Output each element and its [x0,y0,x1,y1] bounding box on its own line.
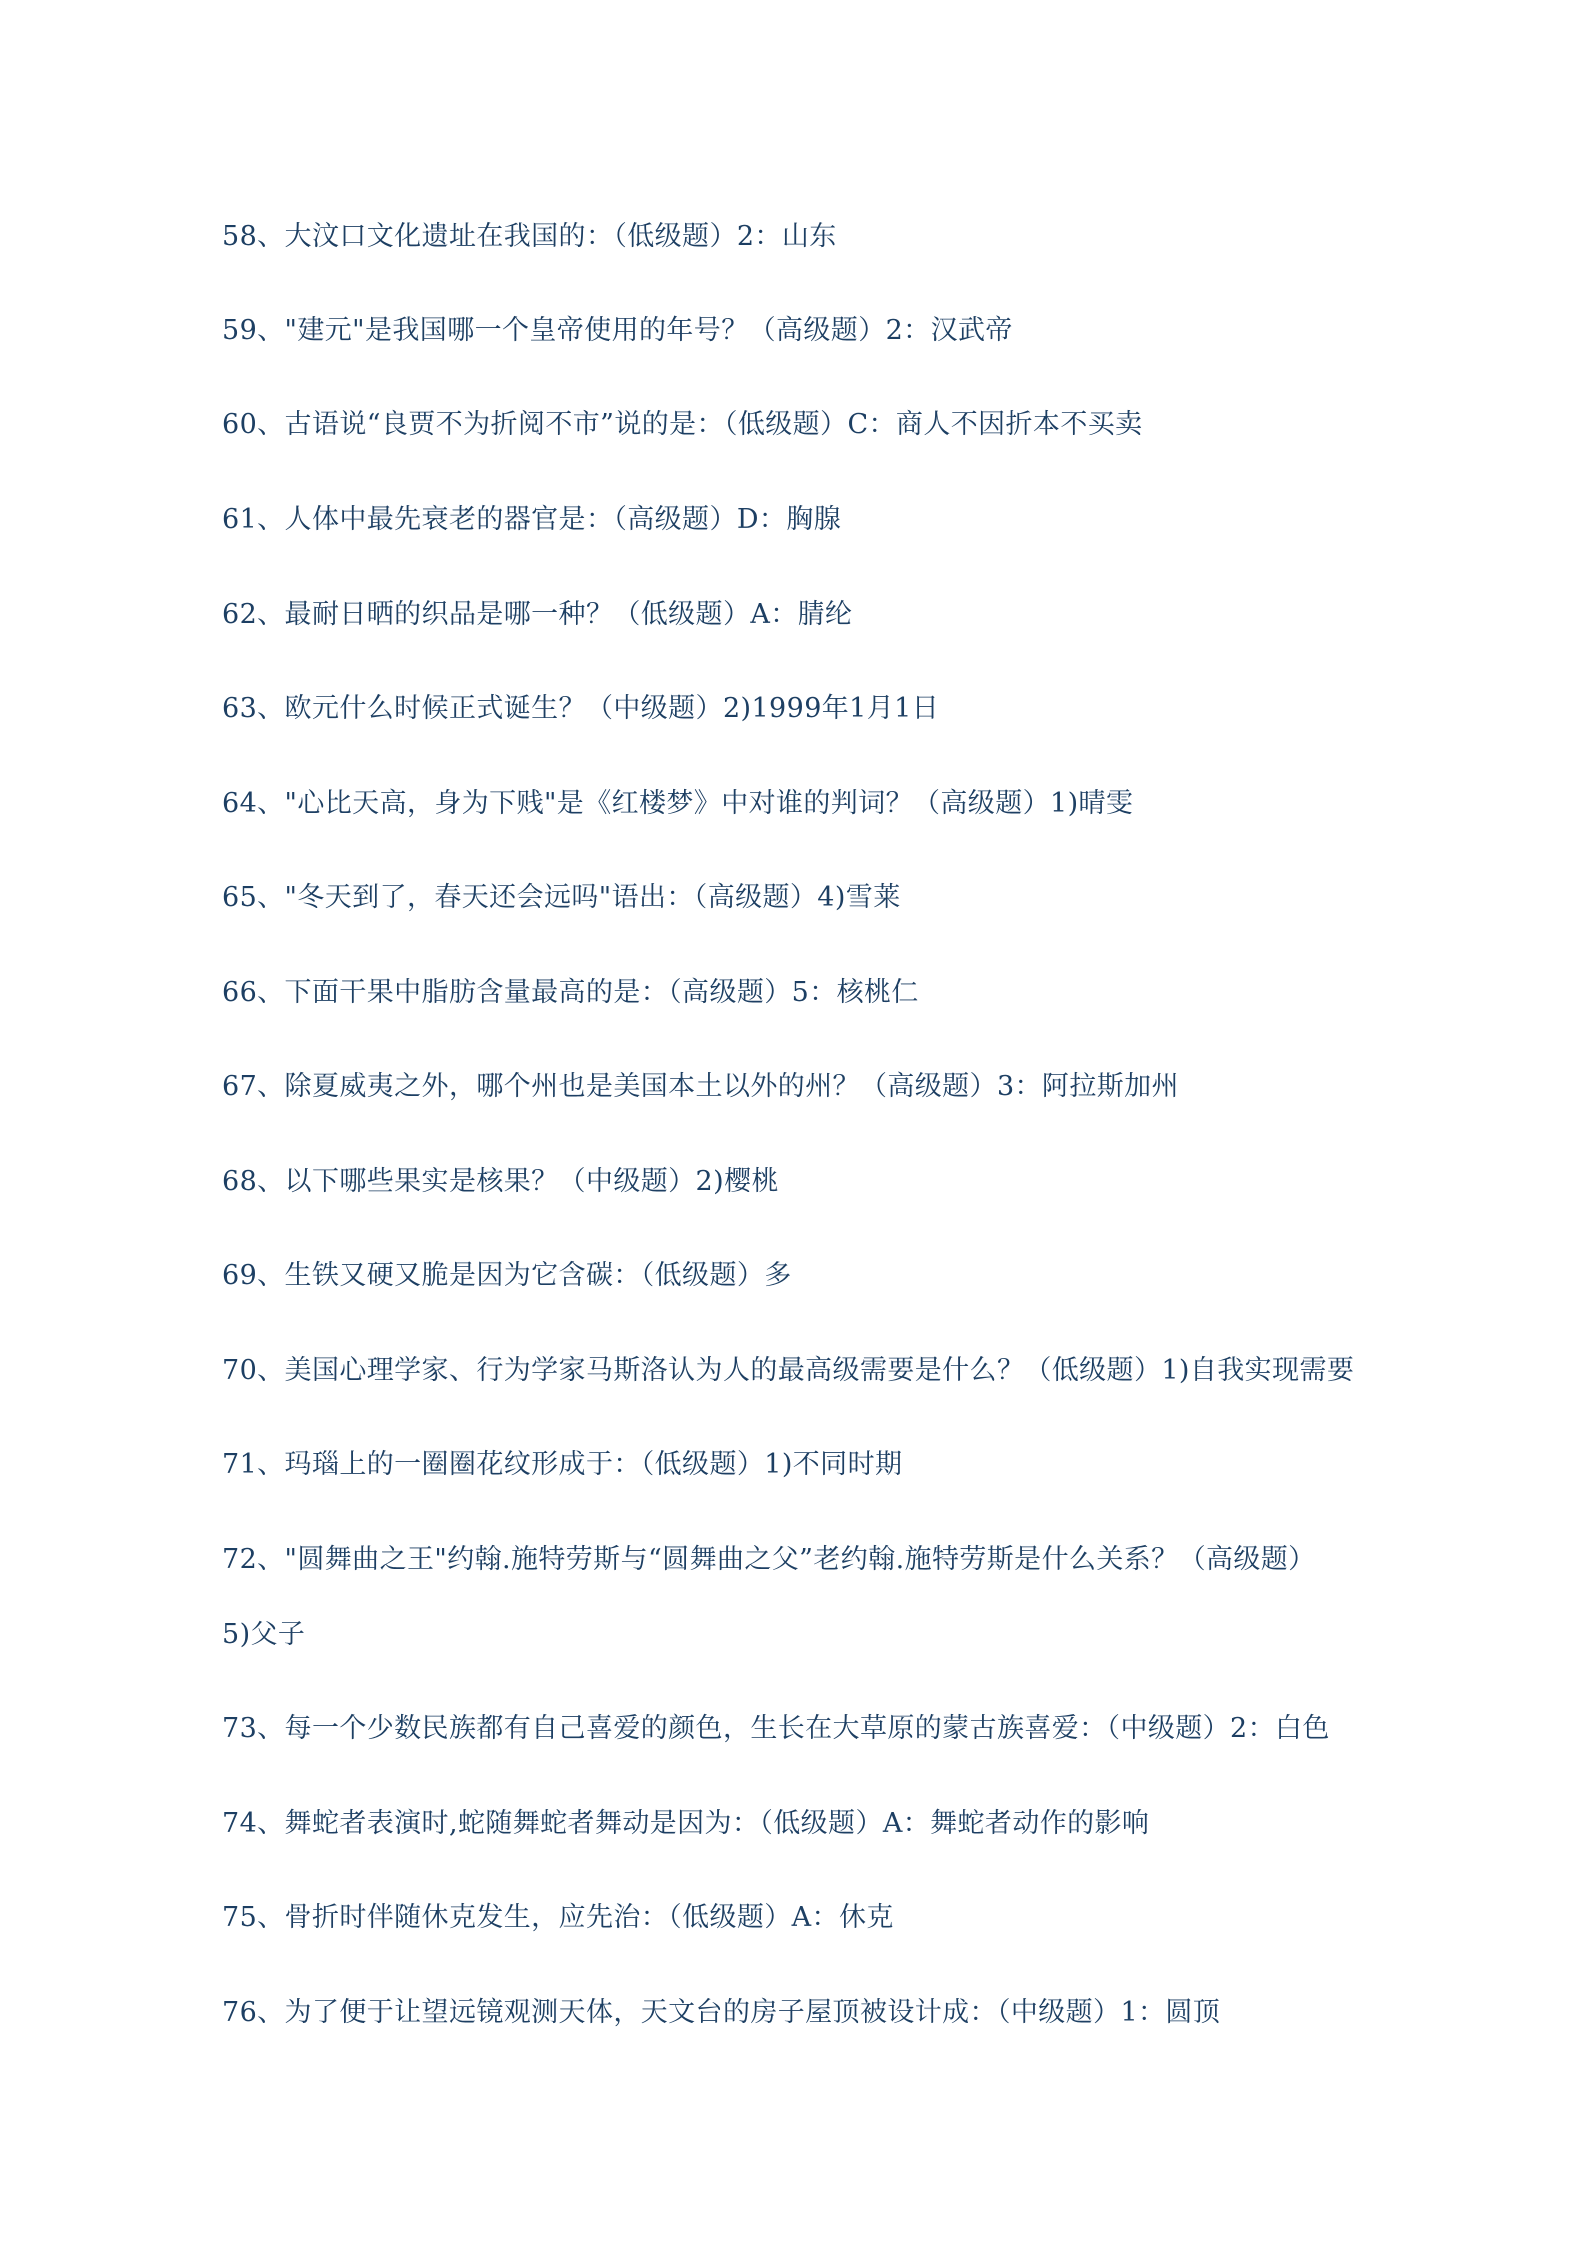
question-64: 64、"心比天高，身为下贱"是《红楼梦》中对谁的判词？（高级题）1)晴雯 [222,788,1134,819]
question-72: 72、"圆舞曲之王"约翰.施特劳斯与“圆舞曲之父”老约翰.施特劳斯是什么关系？（高级题） [222,1544,1316,1575]
question-62: 62、最耐日晒的织品是哪一种？（低级题）A：腈纶 [222,599,853,630]
question-70: 70、美国心理学家、行为学家马斯洛认为人的最高级需要是什么？（低级题）1)自我实现需要 [222,1355,1355,1386]
question-65: 65、"冬天到了，春天还会远吗"语出：（高级题）4)雪莱 [222,882,901,913]
question-60: 60、古语说“良贾不为折阅不市”说的是：（低级题）C：商人不因折本不买卖 [222,409,1143,440]
question-66: 66、下面干果中脂肪含量最高的是：（高级题）5：核桃仁 [222,977,919,1008]
question-61: 61、人体中最先衰老的器官是：（高级题）D：胸腺 [222,504,842,535]
question-69: 69、生铁又硬又脆是因为它含碳：（低级题）多 [222,1260,792,1291]
question-73: 73、每一个少数民族都有自己喜爱的颜色，生长在大草原的蒙古族喜爱：（中级题）2：白色 [222,1713,1330,1744]
question-75: 75、骨折时伴随休克发生，应先治：（低级题）A：休克 [222,1902,894,1933]
question-59: 59、"建元"是我国哪一个皇帝使用的年号？（高级题）2：汉武帝 [222,315,1013,346]
question-74: 74、舞蛇者表演时,蛇随舞蛇者舞动是因为：（低级题）A：舞蛇者动作的影响 [222,1808,1150,1839]
question-71: 71、玛瑙上的一圈圈花纹形成于：（低级题）1)不同时期 [222,1449,903,1480]
question-72-continuation: 5)父子 [222,1619,306,1650]
question-58: 58、大汶口文化遗址在我国的：（低级题）2：山东 [222,221,837,252]
question-68: 68、以下哪些果实是核果？（中级题）2)樱桃 [222,1166,779,1197]
question-63: 63、欧元什么时候正式诞生？（中级题）2)1999年1月1日 [222,693,940,724]
question-67: 67、除夏威夷之外，哪个州也是美国本土以外的州？（高级题）3：阿拉斯加州 [222,1071,1179,1102]
question-76: 76、为了便于让望远镜观测天体，天文台的房子屋顶被设计成：（中级题）1：圆顶 [222,1997,1221,2028]
